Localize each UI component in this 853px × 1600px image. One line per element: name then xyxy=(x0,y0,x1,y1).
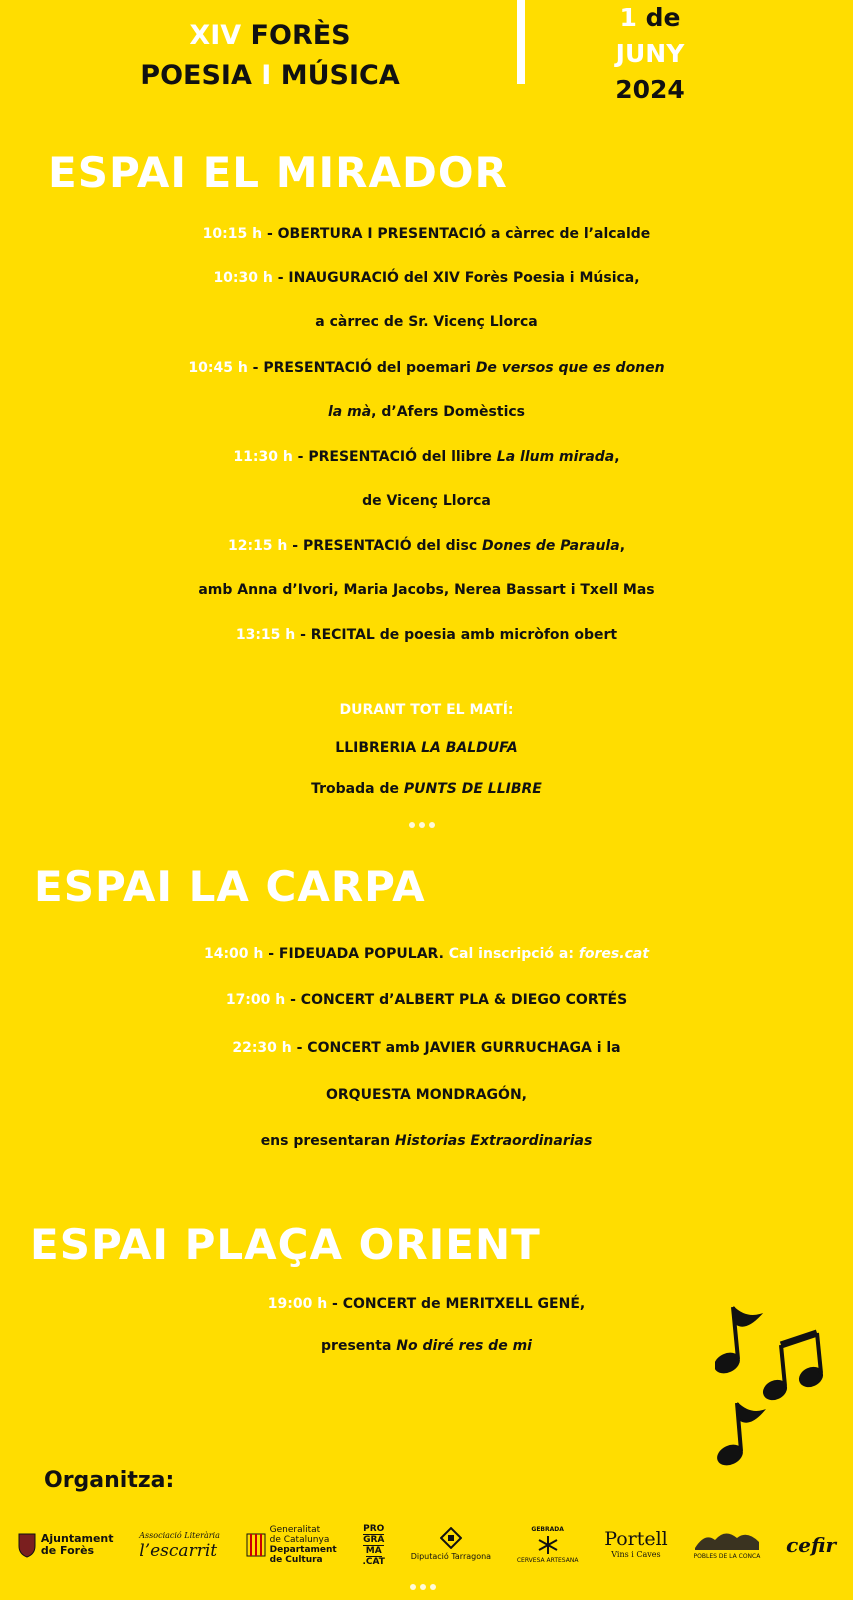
logo-text: Vins i Caves xyxy=(611,1550,661,1559)
section-title-orient: ESPAI PLAÇA ORIENT xyxy=(30,1220,541,1269)
landscape-icon xyxy=(695,1528,759,1550)
logo-text: Ajuntament xyxy=(40,1532,114,1545)
schedule-item-continuation: de Vicenç Llorca xyxy=(362,493,491,509)
album-title: No diré res de mi xyxy=(396,1338,532,1354)
event-time: 12:15 h xyxy=(227,538,288,554)
schedule-item xyxy=(0,449,853,465)
event-time: 13:15 h xyxy=(235,627,296,643)
logo-text: Diputació Tarragona xyxy=(410,1552,492,1561)
poesia-label: POESIA xyxy=(140,60,252,91)
festival-title-line1 xyxy=(130,16,410,56)
escarrit-logo xyxy=(139,1530,220,1560)
event-name: PUNTS DE LLIBRE xyxy=(403,781,542,797)
musica-label: MÚSICA xyxy=(280,60,400,91)
event-text: - OBERTURA I PRESENTACIÓ a càrrec de l’alcalde xyxy=(262,226,651,242)
event-time: 22:30 h xyxy=(232,1040,292,1056)
festival-title-line2 xyxy=(130,56,410,96)
crest-icon xyxy=(440,1527,462,1549)
album-title: Dones de Paraula xyxy=(482,538,620,554)
event-text: presenta xyxy=(321,1338,397,1354)
logo-text: de Cultura xyxy=(269,1555,323,1565)
logo-text: de Forès xyxy=(40,1544,95,1557)
event-time: 19:00 h xyxy=(267,1296,328,1312)
event-text: , xyxy=(614,449,620,465)
schedule-item-continuation xyxy=(0,1133,853,1149)
registration-note: Cal inscripció a: xyxy=(443,946,579,962)
event-time: 11:30 h xyxy=(233,449,293,465)
event-text: - RECITAL de poesia amb micròfon obert xyxy=(295,627,618,643)
section-title-carpa: ESPAI LA CARPA xyxy=(34,862,426,911)
schedule-item xyxy=(0,538,853,554)
flag-icon xyxy=(246,1533,266,1557)
logo-text: GRA xyxy=(363,1534,385,1545)
ajuntament-fores-logo xyxy=(17,1532,114,1558)
logo-text: Associació Literària xyxy=(139,1531,220,1540)
music-notes-icon xyxy=(715,1305,845,1485)
page-dots xyxy=(409,822,435,828)
logo-text: de Catalunya xyxy=(269,1535,330,1545)
logo-text: l’escarrit xyxy=(139,1541,218,1561)
gebrada-logo xyxy=(517,1526,579,1564)
schedule-item-continuation: amb Anna d’Ivori, Maria Jacobs, Nerea Bassart i Txell Mas xyxy=(198,582,655,598)
logo-text: Portell xyxy=(604,1528,668,1550)
event-text: - CONCERT de MERITXELL GENÉ, xyxy=(327,1296,586,1312)
festival-title xyxy=(130,16,410,96)
event-text: , d’Afers Domèstics xyxy=(371,404,525,420)
book-title: De versos que es donen xyxy=(475,360,665,376)
event-text: - PRESENTACIÓ del disc xyxy=(287,538,482,554)
logo-text: Generalitat xyxy=(269,1525,321,1535)
logo-text: POBLES DE LA CONCA xyxy=(693,1552,761,1560)
logo-text: CERVESA ARTESANA xyxy=(516,1557,579,1564)
date-month: JUNY xyxy=(615,39,685,68)
morning-item-text: LLIBRERIA xyxy=(335,740,422,756)
event-text: - CONCERT d’ALBERT PLA & DIEGO CORTÉS xyxy=(285,992,628,1008)
bookstore-name: LA BALDUFA xyxy=(421,740,518,756)
registration-link[interactable]: fores.cat xyxy=(578,946,650,962)
portell-logo xyxy=(604,1529,668,1561)
schedule-item-continuation: ORQUESTA MONDRAGÓN, xyxy=(326,1087,527,1103)
sponsor-logos xyxy=(0,1515,853,1575)
schedule-item xyxy=(0,270,853,286)
date-de: de xyxy=(645,3,681,32)
schedule-item-continuation: a càrrec de Sr. Vicenç Llorca xyxy=(315,314,538,330)
schedule-item xyxy=(0,627,853,643)
event-text: ens presentaran xyxy=(260,1133,395,1149)
separator-label: I xyxy=(261,60,272,91)
header-divider xyxy=(517,0,525,84)
event-text: - FIDEUADA POPULAR. xyxy=(263,946,444,962)
logo-text: PRO xyxy=(363,1523,385,1534)
organizers-label: Organitza: xyxy=(44,1468,175,1493)
morning-heading xyxy=(0,702,853,718)
event-time: 14:00 h xyxy=(203,946,264,962)
pobles-conca-logo xyxy=(694,1528,761,1563)
date-year: 2024 xyxy=(615,75,685,104)
date-day: 1 xyxy=(619,3,637,32)
schedule-item-continuation xyxy=(0,404,853,420)
event-text: - CONCERT amb JAVIER GURRUCHAGA i la xyxy=(291,1040,621,1056)
schedule-item xyxy=(0,992,853,1008)
edition-label: XIV xyxy=(189,20,242,51)
page-dots xyxy=(410,1584,436,1590)
morning-item xyxy=(0,740,853,756)
section-title-mirador: ESPAI EL MIRADOR xyxy=(48,148,508,197)
schedule-item xyxy=(0,360,853,376)
event-text: - PRESENTACIÓ del llibre xyxy=(292,449,497,465)
diputacio-logo xyxy=(411,1527,491,1563)
event-date xyxy=(590,0,710,108)
schedule-item xyxy=(0,946,853,962)
event-text: - INAUGURACIÓ del XIV Forès Poesia i Música, xyxy=(272,270,640,286)
programa-cat-logo xyxy=(363,1524,385,1567)
morning-heading-text: DURANT TOT EL MATÍ: xyxy=(339,702,514,718)
schedule-item xyxy=(0,1040,853,1056)
show-title: Historias Extraordinarias xyxy=(394,1133,593,1149)
book-title: La llum mirada xyxy=(496,449,615,465)
event-text: - PRESENTACIÓ del poemari xyxy=(247,360,476,376)
event-time: 17:00 h xyxy=(225,992,286,1008)
event-time: 10:30 h xyxy=(213,270,273,286)
logo-text: .CAT xyxy=(362,1556,385,1567)
event-text: , xyxy=(619,538,626,554)
morning-item-text: Trobada de xyxy=(311,781,404,797)
snowflake-icon xyxy=(537,1535,559,1555)
village-name: FORÈS xyxy=(250,20,351,51)
book-title: la mà xyxy=(328,404,372,420)
logo-text: Departament xyxy=(269,1545,337,1555)
morning-item xyxy=(0,781,853,797)
logo-text: cefir xyxy=(786,1533,837,1557)
shield-icon xyxy=(17,1532,37,1558)
logo-text: GEBRADA xyxy=(531,1526,564,1533)
logo-text: MA xyxy=(365,1545,382,1556)
event-time: 10:45 h xyxy=(188,360,248,376)
generalitat-logo xyxy=(246,1525,337,1565)
schedule-item xyxy=(0,226,853,242)
cefir-logo xyxy=(786,1533,837,1557)
event-time: 10:15 h xyxy=(202,226,263,242)
